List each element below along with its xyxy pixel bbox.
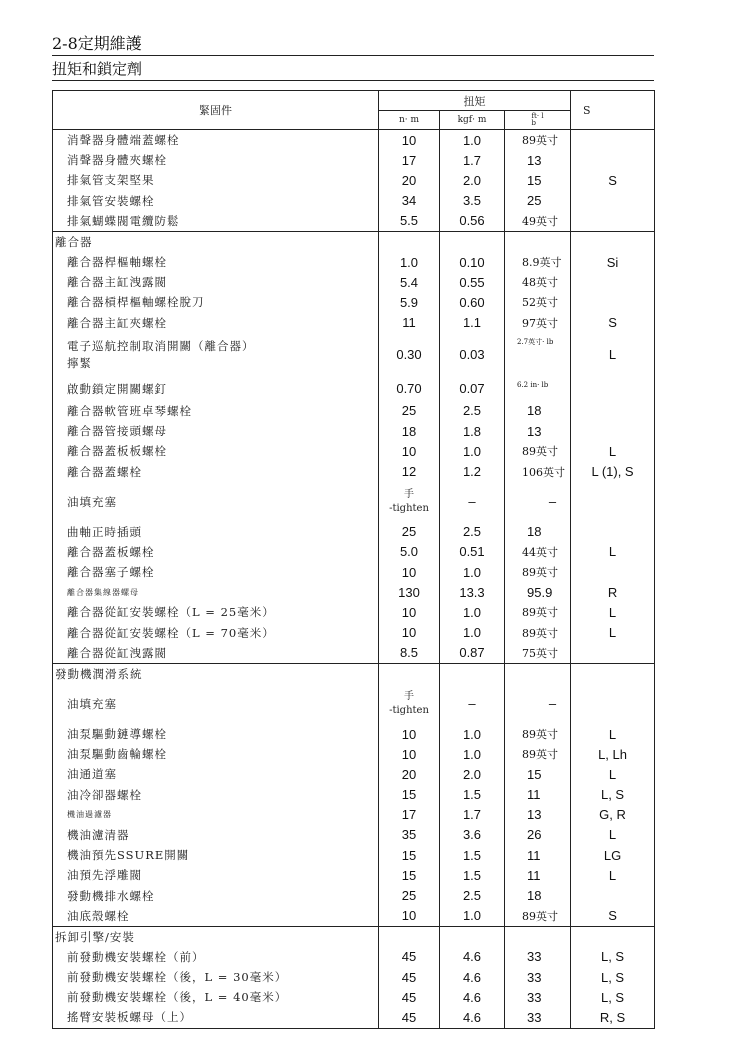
remark: G, R — [571, 805, 655, 825]
torque-nm: 45 — [379, 967, 440, 987]
remark: R, S — [571, 1007, 655, 1028]
fastener-name: 離合器蓋板螺栓 — [53, 542, 379, 562]
torque-nm-hand-tighten — [379, 482, 440, 522]
torque-kgfm: 1.8 — [440, 421, 505, 441]
torque-ftlb: 89英寸 — [505, 562, 571, 582]
torque-nm: 5.0 — [379, 542, 440, 562]
fastener-name: 搖臂安裝板螺母（上） — [53, 1007, 379, 1028]
header-ftlb — [505, 111, 571, 130]
group-name-lubrication: 發動機潤滑系統 — [53, 663, 379, 684]
table-row — [53, 744, 655, 764]
torque-kgfm: 1.0 — [440, 602, 505, 622]
remark: L, Lh — [571, 744, 655, 764]
torque-kgfm: 1.7 — [440, 150, 505, 170]
fastener-name: 油泵驅動齒輪螺栓 — [53, 744, 379, 764]
remark: R — [571, 582, 655, 602]
remark — [571, 272, 655, 292]
header-s: S — [571, 91, 655, 130]
torque-kgfm: 1.5 — [440, 785, 505, 805]
table-row — [53, 421, 655, 441]
torque-kgfm: 0.10 — [440, 252, 505, 272]
torque-ftlb: – — [505, 482, 571, 522]
torque-nm: 10 — [379, 602, 440, 622]
torque-ftlb: 13 — [505, 805, 571, 825]
remark: S — [571, 906, 655, 927]
fastener-name: 離合器蓋螺栓 — [53, 461, 379, 481]
table-row — [53, 865, 655, 885]
torque-ftlb: 89英寸 — [505, 441, 571, 461]
remark — [571, 482, 655, 522]
table-row — [53, 885, 655, 905]
torque-ftlb: 49英寸 — [505, 211, 571, 232]
torque-ftlb: 13 — [505, 421, 571, 441]
remark — [571, 130, 655, 151]
table-row — [53, 582, 655, 602]
torque-nm: 5.4 — [379, 272, 440, 292]
torque-ftlb: 26 — [505, 825, 571, 845]
torque-nm: 15 — [379, 785, 440, 805]
torque-nm: 45 — [379, 947, 440, 967]
torque-ftlb: – — [505, 684, 571, 724]
header-torque: 扭矩 — [379, 91, 571, 111]
torque-ftlb: 11 — [505, 865, 571, 885]
torque-kgfm: 1.1 — [440, 313, 505, 333]
table-row — [53, 906, 655, 927]
page-title: 2-8定期維護 — [52, 34, 142, 53]
table-row — [53, 211, 655, 232]
remark: S — [571, 313, 655, 333]
remark: L — [571, 602, 655, 622]
torque-ftlb: 15 — [505, 170, 571, 190]
remark: LG — [571, 845, 655, 865]
table-row — [53, 724, 655, 744]
fastener-name: 離合器從缸安裝螺栓（L = 25毫米） — [53, 602, 379, 622]
torque-ftlb: 6.2 in· lb — [505, 377, 571, 401]
table-row — [53, 684, 655, 724]
group-name-engine-removal: 拆卸引擎/安裝 — [53, 926, 379, 947]
remark — [571, 211, 655, 232]
table-row — [53, 987, 655, 1007]
torque-nm: 25 — [379, 885, 440, 905]
title-divider — [52, 55, 654, 56]
torque-kgfm: 4.6 — [440, 987, 505, 1007]
remark — [571, 885, 655, 905]
group-header-row — [53, 663, 655, 684]
torque-kgfm: 3.5 — [440, 191, 505, 211]
torque-ftlb: 15 — [505, 764, 571, 784]
remark: L — [571, 623, 655, 643]
fastener-name: 油填充塞 — [53, 482, 379, 522]
torque-ftlb: 44英寸 — [505, 542, 571, 562]
fastener-name: 機油濾清器 — [53, 825, 379, 845]
tighten-label: -tighten — [389, 704, 429, 716]
remark — [571, 643, 655, 664]
torque-nm: 18 — [379, 421, 440, 441]
torque-ftlb: 18 — [505, 522, 571, 542]
fastener-name: 離合器從缸洩露閥 — [53, 643, 379, 664]
torque-nm: 11 — [379, 313, 440, 333]
fastener-name: 離合器從缸安裝螺栓（L = 70毫米） — [53, 623, 379, 643]
torque-nm: 10 — [379, 906, 440, 927]
torque-nm: 1.0 — [379, 252, 440, 272]
torque-ftlb: 89英寸 — [505, 602, 571, 622]
torque-kgfm: 3.6 — [440, 825, 505, 845]
torque-ftlb: 106英寸 — [505, 461, 571, 481]
torque-ftlb: 2.7英寸· lb — [505, 333, 571, 377]
remark: Si — [571, 252, 655, 272]
torque-nm: 10 — [379, 130, 440, 151]
torque-kgfm: 0.07 — [440, 377, 505, 401]
table-row — [53, 643, 655, 664]
table-row — [53, 333, 655, 377]
fastener-name: 離合器管接頭螺母 — [53, 421, 379, 441]
torque-kgfm: 1.7 — [440, 805, 505, 825]
torque-kgfm: 4.6 — [440, 947, 505, 967]
torque-nm: 5.5 — [379, 211, 440, 232]
table-row — [53, 623, 655, 643]
torque-nm: 10 — [379, 724, 440, 744]
table-row — [53, 401, 655, 421]
fastener-name: 啟動鎖定開關螺釘 — [53, 377, 379, 401]
table-row — [53, 805, 655, 825]
torque-nm-hand-tighten — [379, 684, 440, 724]
torque-kgfm: 1.5 — [440, 845, 505, 865]
fastener-name: 前發動機安裝螺栓（前） — [53, 947, 379, 967]
torque-ftlb: 89英寸 — [505, 623, 571, 643]
fastener-name: 離合器蓋板板螺栓 — [53, 441, 379, 461]
torque-kgfm: 1.0 — [440, 130, 505, 151]
remark: L, S — [571, 987, 655, 1007]
remark: L — [571, 724, 655, 744]
torque-kgfm: 2.5 — [440, 522, 505, 542]
torque-ftlb: 25 — [505, 191, 571, 211]
fastener-name: 離合器集線器螺母 — [53, 582, 379, 602]
hand-label: 手 — [404, 488, 414, 500]
table-row — [53, 272, 655, 292]
torque-nm: 8.5 — [379, 643, 440, 664]
remark — [571, 377, 655, 401]
fastener-name: 機油預先SSURE開關 — [53, 845, 379, 865]
fastener-name: 曲軸正時插頭 — [53, 522, 379, 542]
torque-nm: 20 — [379, 764, 440, 784]
remark — [571, 191, 655, 211]
remark — [571, 684, 655, 724]
fastener-name: 油底殼螺栓 — [53, 906, 379, 927]
torque-ftlb: 33 — [505, 967, 571, 987]
remark — [571, 522, 655, 542]
torque-nm: 25 — [379, 522, 440, 542]
table-row — [53, 441, 655, 461]
torque-nm: 34 — [379, 191, 440, 211]
torque-kgfm: 4.6 — [440, 967, 505, 987]
table-row — [53, 845, 655, 865]
torque-ftlb: 48英寸 — [505, 272, 571, 292]
table-row — [53, 785, 655, 805]
torque-kgfm: 0.51 — [440, 542, 505, 562]
group-header-row — [53, 926, 655, 947]
torque-ftlb: 75英寸 — [505, 643, 571, 664]
fastener-name: 消聲器身體端蓋螺栓 — [53, 130, 379, 151]
header-fastener: 緊固件 — [53, 91, 379, 130]
remark: L, S — [571, 785, 655, 805]
torque-kgfm: 13.3 — [440, 582, 505, 602]
table-row — [53, 764, 655, 784]
torque-nm: 25 — [379, 401, 440, 421]
torque-nm: 130 — [379, 582, 440, 602]
torque-ftlb: 11 — [505, 785, 571, 805]
torque-kgfm: 0.87 — [440, 643, 505, 664]
remark: L — [571, 825, 655, 845]
torque-nm: 0.30 — [379, 333, 440, 377]
fastener-name: 離合器主缸夾螺栓 — [53, 313, 379, 333]
torque-nm: 20 — [379, 170, 440, 190]
torque-kgfm: 0.60 — [440, 292, 505, 312]
fastener-name: 離合器桿樞軸螺栓 — [53, 252, 379, 272]
remark — [571, 150, 655, 170]
fastener-name: 油填充塞 — [53, 684, 379, 724]
torque-ftlb: 97英寸 — [505, 313, 571, 333]
torque-nm: 17 — [379, 150, 440, 170]
fastener-name-line2: 擰緊 — [67, 355, 92, 370]
torque-table — [52, 90, 655, 1029]
torque-kgfm: 1.0 — [440, 724, 505, 744]
torque-kgfm: 1.5 — [440, 865, 505, 885]
torque-nm: 12 — [379, 461, 440, 481]
fastener-name: 排氣管安裝螺栓 — [53, 191, 379, 211]
table-row — [53, 825, 655, 845]
fastener-name: 前發動機安裝螺栓（後，L = 40毫米） — [53, 987, 379, 1007]
fastener-name — [53, 333, 379, 377]
remark: L, S — [571, 967, 655, 987]
tighten-label: -tighten — [389, 502, 429, 514]
torque-ftlb: 33 — [505, 987, 571, 1007]
torque-kgfm: 2.0 — [440, 764, 505, 784]
fastener-name: 離合器軟管班卓琴螺栓 — [53, 401, 379, 421]
table-row — [53, 1007, 655, 1028]
fastener-name: 油泵驅動鏈導螺栓 — [53, 724, 379, 744]
fastener-name: 機油過濾器 — [53, 805, 379, 825]
torque-kgfm: – — [440, 482, 505, 522]
torque-nm: 45 — [379, 1007, 440, 1028]
table-row — [53, 150, 655, 170]
remark: L (1), S — [571, 461, 655, 481]
torque-ftlb: 52英寸 — [505, 292, 571, 312]
table-row — [53, 522, 655, 542]
torque-ftlb: 33 — [505, 1007, 571, 1028]
torque-kgfm: – — [440, 684, 505, 724]
header-kgfm: kgf· m — [440, 111, 505, 130]
fastener-name: 發動機排水螺栓 — [53, 885, 379, 905]
fastener-name: 油通道塞 — [53, 764, 379, 784]
table-row — [53, 542, 655, 562]
torque-nm: 5.9 — [379, 292, 440, 312]
torque-kgfm: 0.55 — [440, 272, 505, 292]
table-row — [53, 482, 655, 522]
remark — [571, 401, 655, 421]
hand-label: 手 — [404, 690, 414, 702]
torque-ftlb: 89英寸 — [505, 724, 571, 744]
fastener-name-line1: 電子巡航控制取消開關（離合器） — [67, 338, 255, 353]
remark — [571, 292, 655, 312]
torque-nm: 35 — [379, 825, 440, 845]
header-nm: n· m — [379, 111, 440, 130]
section-title: 扭矩和鎖定劑 — [52, 60, 143, 78]
fastener-name: 排氣蝴蝶閥電纜防鬆 — [53, 211, 379, 232]
torque-ftlb: 89英寸 — [505, 906, 571, 927]
table-row — [53, 602, 655, 622]
torque-ftlb: 33 — [505, 947, 571, 967]
torque-kgfm: 2.5 — [440, 401, 505, 421]
torque-kgfm: 0.56 — [440, 211, 505, 232]
remark: L — [571, 441, 655, 461]
torque-nm: 45 — [379, 987, 440, 1007]
section-divider — [52, 80, 654, 81]
table-row — [53, 377, 655, 401]
remark — [571, 562, 655, 582]
torque-ftlb: 89英寸 — [505, 130, 571, 151]
torque-nm: 10 — [379, 744, 440, 764]
table-row — [53, 967, 655, 987]
remark: L — [571, 542, 655, 562]
remark: S — [571, 170, 655, 190]
table-row — [53, 170, 655, 190]
torque-kgfm: 1.0 — [440, 744, 505, 764]
torque-nm: 15 — [379, 865, 440, 885]
fastener-name: 離合器槓桿樞軸螺栓脫刀 — [53, 292, 379, 312]
table-body — [53, 130, 655, 1029]
fastener-name: 離合器塞子螺栓 — [53, 562, 379, 582]
table-row — [53, 292, 655, 312]
torque-ftlb: 89英寸 — [505, 744, 571, 764]
torque-ftlb: 18 — [505, 885, 571, 905]
header-ftlb-top: ft· l — [531, 111, 544, 120]
remark: L — [571, 333, 655, 377]
torque-nm: 0.70 — [379, 377, 440, 401]
fastener-name: 排氣管支架堅果 — [53, 170, 379, 190]
torque-nm: 10 — [379, 562, 440, 582]
remark: L — [571, 865, 655, 885]
table-row — [53, 130, 655, 151]
torque-kgfm: 4.6 — [440, 1007, 505, 1028]
torque-kgfm: 1.0 — [440, 441, 505, 461]
torque-kgfm: 1.0 — [440, 623, 505, 643]
torque-kgfm: 2.5 — [440, 885, 505, 905]
table-row — [53, 313, 655, 333]
header-ftlb-bottom: b — [531, 118, 536, 127]
torque-nm: 15 — [379, 845, 440, 865]
torque-ftlb: 18 — [505, 401, 571, 421]
torque-ftlb: 13 — [505, 150, 571, 170]
fastener-name: 前發動機安裝螺栓（後，L = 30毫米） — [53, 967, 379, 987]
group-header-row — [53, 231, 655, 252]
remark: L — [571, 764, 655, 784]
torque-kgfm: 2.0 — [440, 170, 505, 190]
torque-kgfm: 1.2 — [440, 461, 505, 481]
torque-kgfm: 1.0 — [440, 906, 505, 927]
torque-nm: 10 — [379, 441, 440, 461]
table-row — [53, 947, 655, 967]
table-row — [53, 252, 655, 272]
torque-ftlb: 11 — [505, 845, 571, 865]
table-row — [53, 461, 655, 481]
torque-ftlb: 8.9英寸 — [505, 252, 571, 272]
torque-kgfm: 0.03 — [440, 333, 505, 377]
torque-ftlb: 95.9 — [505, 582, 571, 602]
fastener-name: 離合器主缸洩露閥 — [53, 272, 379, 292]
fastener-name: 油冷卻器螺栓 — [53, 785, 379, 805]
torque-kgfm: 1.0 — [440, 562, 505, 582]
remark — [571, 421, 655, 441]
torque-nm: 17 — [379, 805, 440, 825]
fastener-name: 消聲器身體夾螺栓 — [53, 150, 379, 170]
torque-nm: 10 — [379, 623, 440, 643]
table-row — [53, 562, 655, 582]
remark: L, S — [571, 947, 655, 967]
table-row — [53, 191, 655, 211]
fastener-name: 油預先浮雕閥 — [53, 865, 379, 885]
group-name-clutch: 離合器 — [53, 231, 379, 252]
